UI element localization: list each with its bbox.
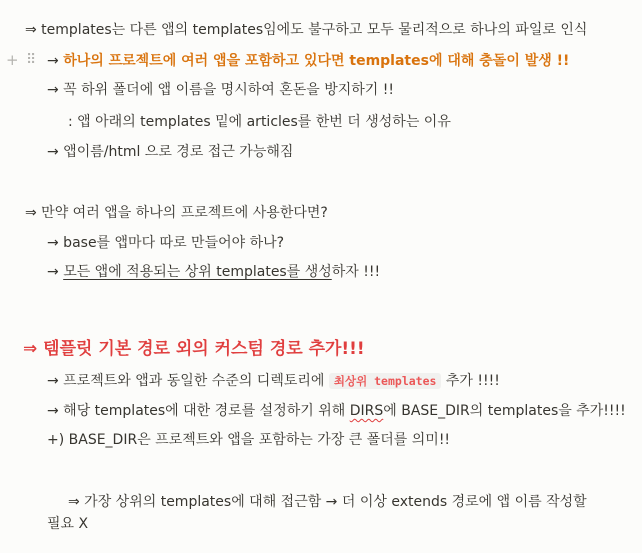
text-block-templates-physical[interactable]	[25, 20, 587, 40]
text-block-create-top-templates[interactable]	[47, 262, 380, 282]
section-heading[interactable]	[23, 337, 365, 361]
block-text: 필요 X	[47, 516, 89, 532]
conflict-warning-text: 하나의 프로젝트에 여러 앱을 포함하고 있다면 templates에 대해 충돌이 발생 !!	[63, 53, 570, 69]
arrow-text: →	[47, 53, 64, 69]
block-text: ⇒ 만약 여러 앱을 하나의 프로젝트에 사용한다면?	[25, 205, 328, 221]
block-text: ⇒ 가장 상위의 templates에 대해 접근함 → 더 이상 extends 경로에 앱 이름 작성할	[68, 494, 587, 510]
spellcheck-word: DIRS	[349, 403, 384, 419]
block-text-post: 에 BASE_DIR의 templates을 추가!!!!	[383, 403, 626, 419]
block-text: → 해당 templates에 대한 경로를 설정하기 위해	[47, 403, 350, 419]
block-text: → base를 앱마다 따로 만들어야 하나?	[47, 235, 285, 251]
block-text-rest: 하자 !!!	[331, 264, 381, 280]
text-block-base-dir-meaning[interactable]	[47, 430, 450, 450]
block-text: → 꼭 하위 폴더에 앱 이름을 명시하여 혼돈을 방지하기 !!	[47, 82, 395, 98]
inline-code: 최상위 templates	[329, 373, 442, 389]
heading-text: ⇒ 템플릿 기본 경로 외의 커스텀 경로 추가!!!	[23, 339, 365, 359]
block-text: → 앱이름/html 으로 경로 접근 가능해짐	[47, 144, 294, 160]
arrow-text: →	[47, 264, 64, 280]
text-block-base-question[interactable]	[47, 233, 284, 253]
text-block-multi-app-question[interactable]	[25, 203, 328, 223]
text-block-dirs-setting[interactable]	[47, 401, 626, 421]
block-text-post: 추가 !!!!	[441, 373, 500, 389]
text-block-top-access-continued[interactable]	[47, 514, 88, 534]
text-block-conflict-warning[interactable]	[47, 51, 569, 71]
block-text: → 프로젝트와 앱과 동일한 수준의 디렉토리에	[47, 373, 329, 389]
text-block-path-access[interactable]	[47, 142, 293, 162]
block-text: ⇒ templates는 다른 앱의 templates임에도 불구하고 모두 물리적으로 하나의 파일로 인식	[25, 22, 588, 38]
underlined-text: 모든 앱에 적용되는 상위 templates를 생성	[63, 264, 332, 280]
text-block-add-directory[interactable]	[47, 371, 500, 391]
block-text: +) BASE_DIR은 프로젝트와 앱을 포함하는 가장 큰 폴더를 의미!!	[47, 432, 451, 448]
drag-handle-icon[interactable]: ⠿	[26, 52, 37, 68]
text-block-articles-reason[interactable]	[68, 112, 451, 132]
block-text: : 앱 아래의 templates 밑에 articles를 한번 더 생성하는 이유	[68, 114, 451, 130]
text-block-subfolder[interactable]	[47, 80, 394, 100]
add-block-icon[interactable]: +	[6, 51, 19, 69]
text-block-top-access[interactable]	[68, 492, 587, 512]
